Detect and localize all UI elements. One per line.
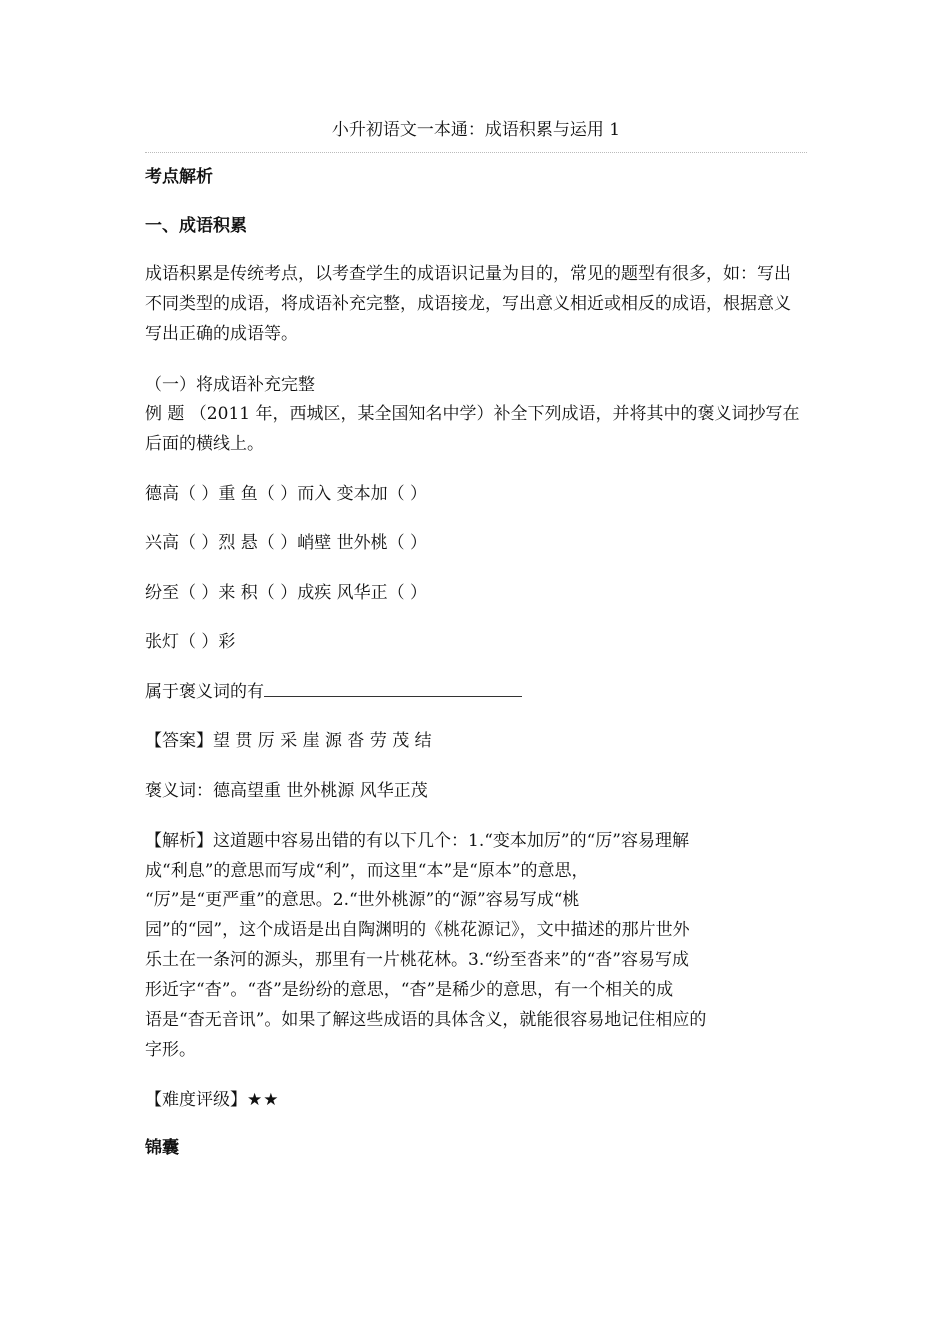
difficulty-label: 【难度评级】 (145, 1090, 247, 1110)
tips-heading: 锦囊 (145, 1138, 179, 1158)
idiom-row-3: 纷至（ ）来 积（ ）成疾 风华正（ ） (145, 583, 428, 603)
difficulty-line (145, 1088, 807, 1112)
analysis-line-2: 成“利息”的意思而写成“利”，而这里“本”是“原本”的意思， (145, 861, 589, 881)
idiom-row-4: 张灯（ ）彩 (145, 632, 236, 652)
section-heading: 考点解析 (145, 167, 213, 187)
answer-text: 望 贯 厉 采 崖 源 沓 劳 茂 结 (213, 731, 432, 751)
intro-paragraph: 成语积累是传统考点，以考查学生的成语识记量为目的，常见的题型有很多，如：写出不同类型的成语，将成语补充完整，成语接龙，写出意义相近或相反的成语，根据意义写出正确的成语等。 (145, 264, 791, 344)
title-divider (145, 152, 807, 153)
idiom-row-2: 兴高（ ）烈 悬（ ）峭壁 世外桃（ ） (145, 533, 428, 553)
part-title: （一）将成语补充完整 (145, 375, 315, 395)
idiom-row-1: 德高（ ）重 鱼（ ）而入 变本加（ ） (145, 484, 428, 504)
analysis-line-6: 形近字“杳”。“沓”是纷纷的意思，“杳”是稀少的意思，有一个相关的成 (145, 980, 674, 1000)
analysis-line-4: 园”的“园”，这个成语是出自陶渊明的《桃花源记》，文中描述的那片世外 (145, 920, 690, 940)
analysis-label: 【解析】 (145, 831, 213, 851)
analysis-text: 这道题中容易出错的有以下几个：1.“变本加厉”的“厉”容易理解 (213, 831, 689, 851)
answer-line (145, 729, 807, 753)
answer-blank (264, 680, 522, 697)
example-text: 例 题 （2011 年，西城区，某全国知名中学）补全下列成语，并将其中的褒义词抄写在后面的横线上。 (145, 404, 800, 454)
commendatory-line: 褒义词：德高望重 世外桃源 风华正茂 (145, 781, 428, 801)
analysis-line-1 (145, 829, 807, 853)
difficulty-stars: ★★ (247, 1090, 280, 1110)
analysis-line-8: 字形。 (145, 1040, 196, 1060)
fill-label: 属于褒义词的有 (145, 682, 264, 702)
page-title: 小升初语文一本通：成语积累与运用 1 (331, 120, 621, 140)
analysis-line-3: “厉”是“更严重”的意思。2.“世外桃源”的“源”容易写成“桃 (145, 890, 580, 910)
answer-label: 【答案】 (145, 731, 213, 751)
sub-heading: 一、成语积累 (145, 216, 247, 236)
analysis-line-7: 语是“杳无音讯”。如果了解这些成语的具体含义，就能很容易地记住相应的 (145, 1010, 707, 1030)
fill-line (145, 680, 807, 704)
analysis-line-5: 乐土在一条河的源头，那里有一片桃花林。3.“纷至沓来”的“沓”容易写成 (145, 950, 689, 970)
